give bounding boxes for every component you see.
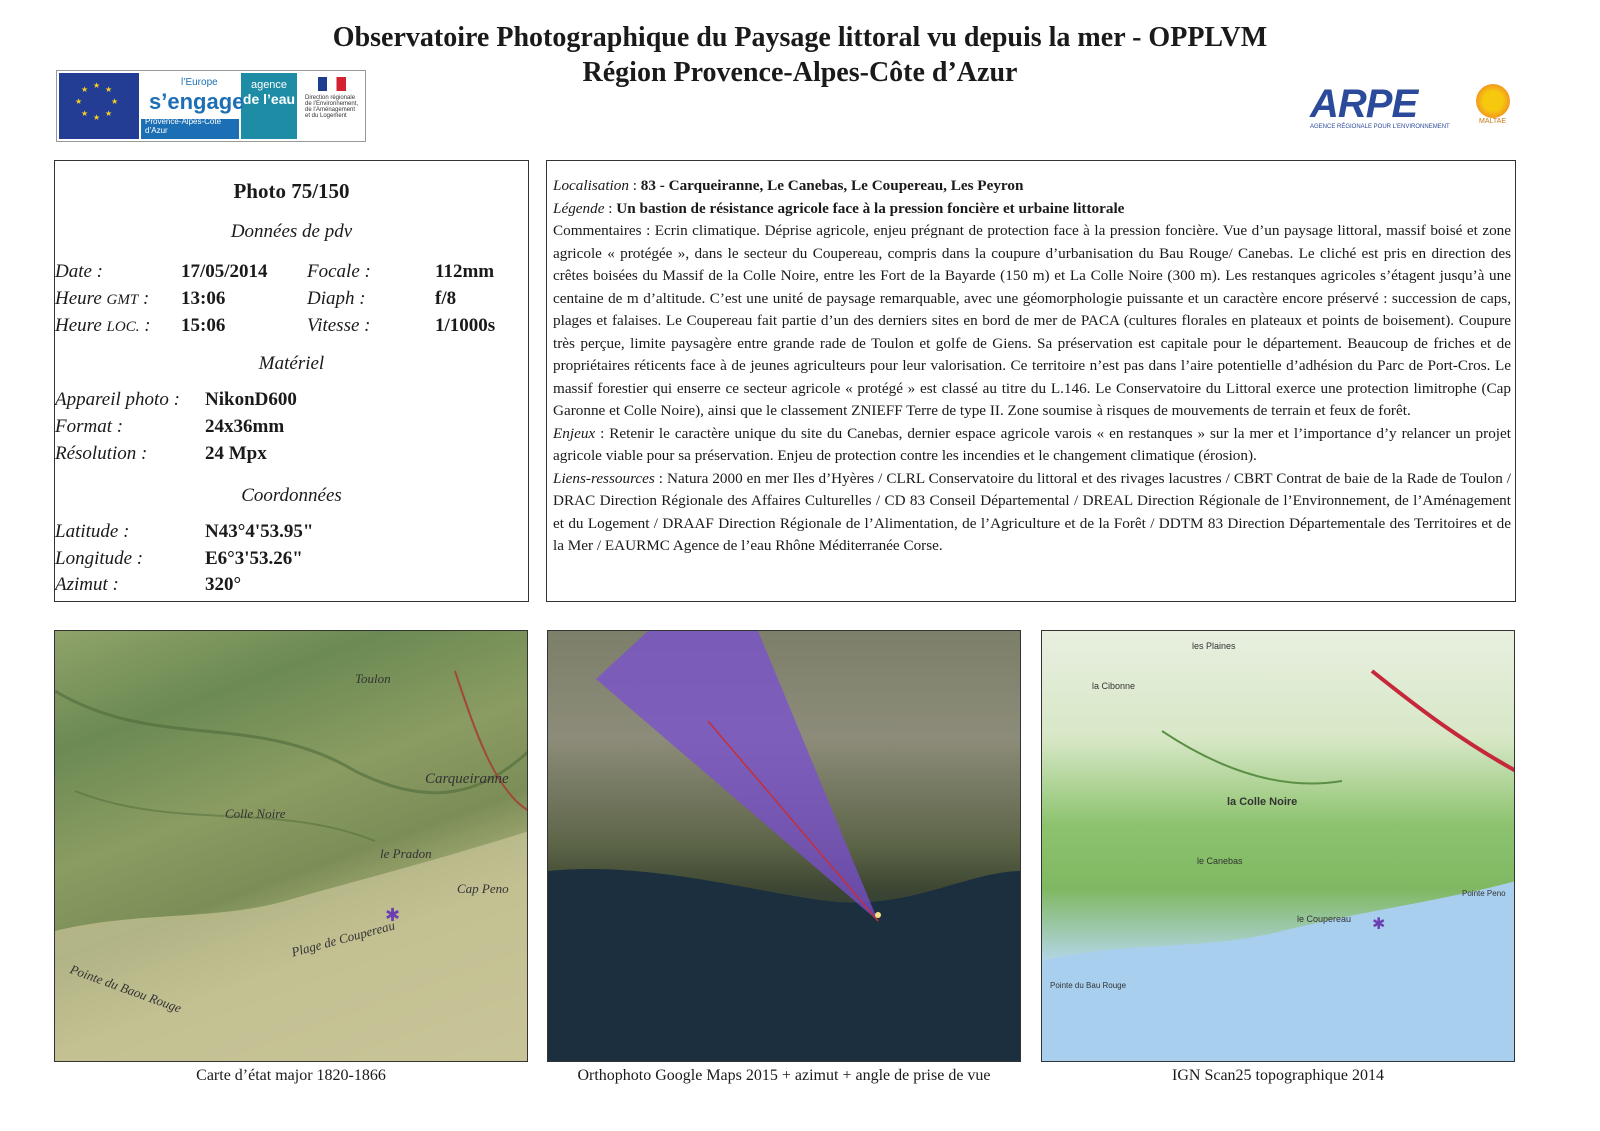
arpe-logo: ARPE AGENCE RÉGIONALE POUR L’ENVIRONNEMENT	[1310, 82, 1450, 130]
section-coordonnees: Coordonnées	[241, 485, 342, 506]
commentaires-text: Commentaires : Ecrin climatique. Déprise agricole, enjeu prégnant de protection face à la pression foncière. Vue d’un paysage littoral, massif boisé et zone agricole « protégée », dans le secteur du Coupereau, compris dans la coupure d’urbanisation du Bau Rouge/ Canebas. Le cliché est pris en direction des crêtes boisées du Massif de la Colle Noire, entre les Fort de la Bayarde (150 m) et La Colle Noire (300 m). Les restanques agricoles s’étagent jusqu’à une centaine de m d’altitude. C’est une unité de paysage remarquable, avec une géomorphologie puissante et un caractère encore préservé : succession de caps, plages et falaises. Le Coupereau fait partie d’un des derniers sites en bord de mer de PACA (cultures florales en plateaux et points de boisement). Coupure très perçue, limite paysagère entre grande rade de Toulon et golfe de Giens. Sa préservation est capitale pour le département. Beaucoup de friches et de propriétaires réticents face à de jeunes agriculteurs pour leur valorisation. Ce territoire n’est pas dans l’aire potentielle d’adhésion du Parc de Port-Cros. Le massif forestier qui enserre ce secteur agricole « protégé » est classé au titre du L.146. Le Conservatoire du Littoral exerce une protection limitrophe (Cap Garonne et Colle Noire), ainsi que le classement ZNIEFF Terre de type II. Zone soumise à risques de mouvements de terrain et feux de forêt.	[553, 222, 1511, 419]
svg-text:✱: ✱	[1372, 916, 1386, 933]
section-pdv: Données de pdv	[230, 221, 353, 242]
partner-logos	[56, 70, 366, 142]
agence-eau-logo: agence de l’eau	[241, 73, 297, 139]
map1-caption: Carte d’état major 1820-1866	[196, 1067, 386, 1084]
localisation-line: Localisation : 83 - Carqueiranne, Le Canebas, Le Coupereau, Les Peyron	[553, 177, 1024, 194]
enjeux-text: Enjeux : Retenir le caractère unique du site du Canebas, dernier espace agricole varois « en restanques » sur la mer et l’importance d’y relancer un projet agricole viable pour sa préservation. Enjeu de protection contre les incendies et le changement climatique (érosion).	[553, 424, 1511, 464]
map3-caption: IGN Scan25 topographique 2014	[1172, 1067, 1384, 1084]
section-materiel: Matériel	[258, 353, 325, 374]
etat-major-map-image: ✱ Carqueiranne Colle Noire le Pradon Cap Peno Plage de Coupereau Pointe du Baou Rouge Toulon	[54, 630, 528, 1062]
page-subtitle: Région Provence-Alpes-Côte d’Azur	[582, 57, 1018, 88]
eu-flag-icon: ★ ★ ★ ★ ★ ★ ★ ★	[59, 73, 139, 139]
liens-text: Liens-ressources : Natura 2000 en mer Iles d’Hyères / CLRL Conservatoire du littoral et des rivages lacustres / CBRT Contrat de baie de la Rade de Toulon / DRAC Direction Régionale des Affaires Culturelles / CD 83 Conseil Départemental / DREAL Direction Régionale de l’Environnement, de l’Aménagement et du Logement / DRAAF Direction Régionale de l’Alimentation, de l’Agriculture et de la Forêt / DDTM 83 Direction Départementale des Territoires et de la Mer / EAURMC Agence de l’eau Rhône Méditerranée Corse.	[553, 469, 1511, 554]
sun-icon	[1476, 84, 1510, 118]
photo-number: Photo 75/150	[233, 179, 350, 203]
page-title: Observatoire Photographique du Paysage littoral vu depuis la mer - OPPLVM	[332, 22, 1268, 53]
orthophoto-map-image	[547, 630, 1021, 1062]
maltae-logo: MALTAE	[1455, 80, 1530, 140]
legende-line: Légende : Un bastion de résistance agricole face à la pression foncière et urbaine littorale	[553, 199, 1125, 217]
photo-data-panel: Photo 75/150 Données de pdv Date : 17/05/2014 Focale : 112mm Heure GMT : 13:06 Diaph : f/8 Heure LOC. : 15:06 Vitesse : 1/1000s Matériel Appareil photo : NikonD600 Format : 24x36mm Résolution : 24 Mpx Coordonnées Latitude : N43°4'53.95" Longitude : E6°3'53.26" Azimut : 320°	[54, 160, 529, 602]
map2-caption: Orthophoto Google Maps 2015 + azimut + angle de prise de vue	[577, 1067, 991, 1084]
ign-topographic-map-image: ✱ la Colle Noire le Canebas le Coupereau Pointe du Bau Rouge Pointe Peno les Plaines la Cibonne	[1041, 630, 1515, 1062]
republique-francaise-logo: Direction régionale de l’Environnement, de l’Aménagement et du Logement	[301, 73, 363, 139]
europe-engage-logo: l’Europe s’engage Provence-Alpes-Côte d’Azur	[141, 73, 239, 139]
svg-text:✱: ✱	[385, 905, 401, 925]
description-panel	[546, 160, 1516, 602]
